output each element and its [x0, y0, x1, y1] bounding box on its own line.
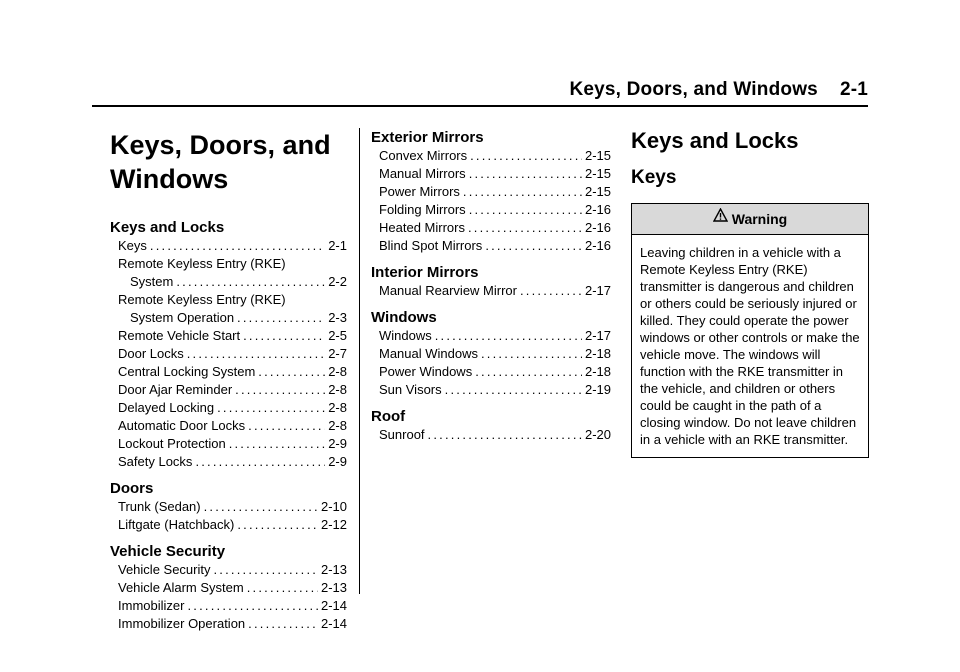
- toc-entry[interactable]: [118, 291, 347, 309]
- toc-page-number: 2-9: [328, 454, 347, 469]
- toc-entry-label: Manual Rearview Mirror: [379, 283, 517, 298]
- warning-triangle-icon: [713, 208, 728, 227]
- toc-page-number: 2-14: [320, 598, 347, 613]
- toc-page-number: 2-16: [584, 202, 611, 217]
- toc-entry-list: [110, 498, 347, 534]
- toc-page-number: 2-16: [584, 238, 611, 253]
- page-number: 2-1: [839, 79, 868, 100]
- toc-dot-leader: [248, 615, 318, 633]
- toc-dot-leader: [468, 219, 582, 237]
- toc-entry[interactable]: [118, 309, 347, 327]
- toc-section-title: Keys and Locks: [110, 219, 225, 236]
- toc-entry[interactable]: [118, 597, 347, 615]
- toc-entry-list: [371, 327, 611, 399]
- toc-entry-label: Remote Keyless Entry (RKE): [118, 292, 286, 307]
- toc-dot-leader: [520, 282, 582, 300]
- toc-page-number: 2-8: [328, 364, 347, 379]
- toc-entry-list: [110, 561, 347, 633]
- toc-entry[interactable]: [118, 453, 347, 471]
- toc-entry[interactable]: [118, 399, 347, 417]
- toc-entry[interactable]: [379, 381, 611, 399]
- subsection-title: Keys: [631, 167, 677, 188]
- toc-entry[interactable]: [118, 327, 347, 345]
- toc-entry[interactable]: [118, 381, 347, 399]
- toc-page-number: 2-2: [328, 274, 347, 289]
- column-divider: [359, 128, 360, 594]
- toc-section-title: Exterior Mirrors: [371, 129, 484, 146]
- toc-dot-leader: [235, 381, 325, 399]
- toc-dot-leader: [237, 309, 325, 327]
- toc-page-number: 2-12: [320, 517, 347, 532]
- toc-dot-leader: [485, 237, 582, 255]
- toc-page-number: 2-8: [328, 418, 347, 433]
- toc-entry[interactable]: [118, 273, 347, 291]
- toc-page-number: 2-15: [584, 166, 611, 181]
- toc-entry-list: [110, 237, 347, 471]
- toc-entry-label: Remote Vehicle Start: [118, 328, 241, 343]
- chapter-title: Keys, Doors, and Windows: [110, 130, 331, 194]
- toc-entry-list: [371, 282, 611, 300]
- toc-entry[interactable]: [379, 147, 611, 165]
- toc-page-number: 2-10: [320, 499, 347, 514]
- toc-dot-leader: [187, 345, 325, 363]
- toc-entry-label: Sun Visors: [379, 382, 442, 397]
- toc-entry-label: Lockout Protection: [118, 436, 226, 451]
- toc-dot-leader: [258, 363, 325, 381]
- toc-entry-list: [371, 147, 611, 255]
- toc-page-number: 2-16: [584, 220, 611, 235]
- toc-page-number: 2-17: [584, 283, 611, 298]
- toc-entry[interactable]: [118, 255, 347, 273]
- toc-dot-leader: [247, 579, 318, 597]
- toc-page-number: 2-8: [328, 400, 347, 415]
- toc-section-title: Roof: [371, 408, 406, 425]
- toc-page-number: 2-17: [584, 328, 611, 343]
- warning-header: [632, 204, 868, 235]
- toc-entry[interactable]: [118, 516, 347, 534]
- running-header: [569, 79, 868, 101]
- toc-dot-leader: [463, 183, 582, 201]
- toc-sections-middle: [371, 128, 611, 444]
- toc-entry[interactable]: [118, 363, 347, 381]
- toc-dot-leader: [229, 435, 326, 453]
- toc-entry-label: Delayed Locking: [118, 400, 215, 415]
- toc-entry[interactable]: [118, 498, 347, 516]
- header-rule: [92, 105, 868, 107]
- toc-dot-leader: [195, 453, 325, 471]
- toc-entry-label: Windows: [379, 328, 432, 343]
- toc-page-number: 2-1: [328, 238, 347, 253]
- toc-entry[interactable]: [379, 345, 611, 363]
- toc-entry[interactable]: [379, 282, 611, 300]
- toc-entry-label: Blind Spot Mirrors: [379, 238, 483, 253]
- toc-dot-leader: [428, 426, 582, 444]
- toc-entry[interactable]: [379, 219, 611, 237]
- toc-entry[interactable]: [379, 201, 611, 219]
- toc-section-title: Interior Mirrors: [371, 264, 479, 281]
- toc-page-number: 2-15: [584, 148, 611, 163]
- toc-entry[interactable]: [118, 579, 347, 597]
- toc-page-number: 2-13: [320, 580, 347, 595]
- toc-dot-leader: [470, 147, 582, 165]
- toc-entry-label: System: [130, 274, 174, 289]
- warning-label: Warning: [731, 211, 788, 227]
- running-header-title: Keys, Doors, and Windows: [569, 79, 818, 100]
- toc-dot-leader: [481, 345, 582, 363]
- toc-entry[interactable]: [379, 183, 611, 201]
- warning-text: Leaving children in a vehicle with a Remote Keyless Entry (RKE) transmitter is dangerous and children or others could be seriously injured or killed. They could operate the power windows or other controls or make the vehicle move. The windows will function with the RKE transmitter in the vehicle, and children or others could be caught in the path of a closing window. Do not leave children in a vehicle with an RKE transmitter.: [640, 245, 860, 447]
- toc-entry-label: System Operation: [130, 310, 235, 325]
- toc-entry[interactable]: [118, 615, 347, 633]
- toc-entry-label: Folding Mirrors: [379, 202, 466, 217]
- toc-dot-leader: [243, 327, 325, 345]
- toc-page-number: 2-18: [584, 346, 611, 361]
- toc-entry-label: Automatic Door Locks: [118, 418, 246, 433]
- toc-entry-label: Safety Locks: [118, 454, 193, 469]
- toc-entry-label: Door Locks: [118, 346, 184, 361]
- toc-entry-label: Convex Mirrors: [379, 148, 468, 163]
- toc-entry[interactable]: [118, 237, 347, 255]
- toc-entry-label: Sunroof: [379, 427, 425, 442]
- toc-page-number: 2-13: [320, 562, 347, 577]
- toc-entry[interactable]: [118, 561, 347, 579]
- toc-dot-leader: [475, 363, 582, 381]
- toc-entry-label: Remote Keyless Entry (RKE): [118, 256, 286, 271]
- toc-entry-label: Power Windows: [379, 364, 473, 379]
- toc-page-number: 2-5: [328, 328, 347, 343]
- toc-entry-label: Immobilizer Operation: [118, 616, 246, 631]
- toc-dot-leader: [248, 417, 325, 435]
- toc-page-number: 2-8: [328, 382, 347, 397]
- toc-dot-leader: [237, 516, 318, 534]
- toc-page-number: 2-15: [584, 184, 611, 199]
- toc-entry-label: Door Ajar Reminder: [118, 382, 233, 397]
- toc-page-number: 2-20: [584, 427, 611, 442]
- toc-section-title: Doors: [110, 480, 154, 497]
- toc-dot-leader: [150, 237, 325, 255]
- toc-entry[interactable]: [379, 363, 611, 381]
- toc-entry-label: Vehicle Alarm System: [118, 580, 244, 595]
- toc-entry[interactable]: [379, 165, 611, 183]
- toc-entry-label: Manual Windows: [379, 346, 478, 361]
- toc-dot-leader: [445, 381, 582, 399]
- toc-entry[interactable]: [379, 426, 611, 444]
- toc-entry[interactable]: [118, 417, 347, 435]
- toc-dot-leader: [217, 399, 325, 417]
- toc-column-middle: [371, 128, 611, 444]
- toc-page-number: 2-3: [328, 310, 347, 325]
- toc-page-number: 2-18: [584, 364, 611, 379]
- toc-entry-label: Manual Mirrors: [379, 166, 466, 181]
- content-column-right: [631, 128, 869, 458]
- toc-entry-label: Immobilizer: [118, 598, 185, 613]
- toc-page-number: 2-14: [320, 616, 347, 631]
- section-title: Keys and Locks: [631, 128, 799, 153]
- toc-dot-leader: [469, 165, 582, 183]
- toc-entry-label: Keys: [118, 238, 147, 253]
- toc-page-number: 2-19: [584, 382, 611, 397]
- toc-entry[interactable]: [379, 327, 611, 345]
- toc-entry-list: [371, 426, 611, 444]
- toc-entry[interactable]: [118, 345, 347, 363]
- toc-entry[interactable]: [379, 237, 611, 255]
- toc-dot-leader: [214, 561, 318, 579]
- toc-sections-left: [110, 218, 347, 633]
- toc-column-left: [110, 128, 347, 633]
- toc-entry-label: Vehicle Security: [118, 562, 211, 577]
- warning-box: [631, 203, 869, 458]
- toc-page-number: 2-7: [328, 346, 347, 361]
- toc-entry-label: Liftgate (Hatchback): [118, 517, 235, 532]
- toc-dot-leader: [435, 327, 582, 345]
- toc-entry-label: Central Locking System: [118, 364, 256, 379]
- toc-dot-leader: [176, 273, 325, 291]
- toc-dot-leader: [469, 201, 582, 219]
- toc-entry-label: Heated Mirrors: [379, 220, 465, 235]
- toc-section-title: Vehicle Security: [110, 543, 226, 560]
- toc-dot-leader: [187, 597, 318, 615]
- toc-entry-label: Trunk (Sedan): [118, 499, 201, 514]
- toc-section-title: Windows: [371, 309, 437, 326]
- toc-entry-label: Power Mirrors: [379, 184, 460, 199]
- toc-entry[interactable]: [118, 435, 347, 453]
- toc-dot-leader: [204, 498, 318, 516]
- toc-page-number: 2-9: [328, 436, 347, 451]
